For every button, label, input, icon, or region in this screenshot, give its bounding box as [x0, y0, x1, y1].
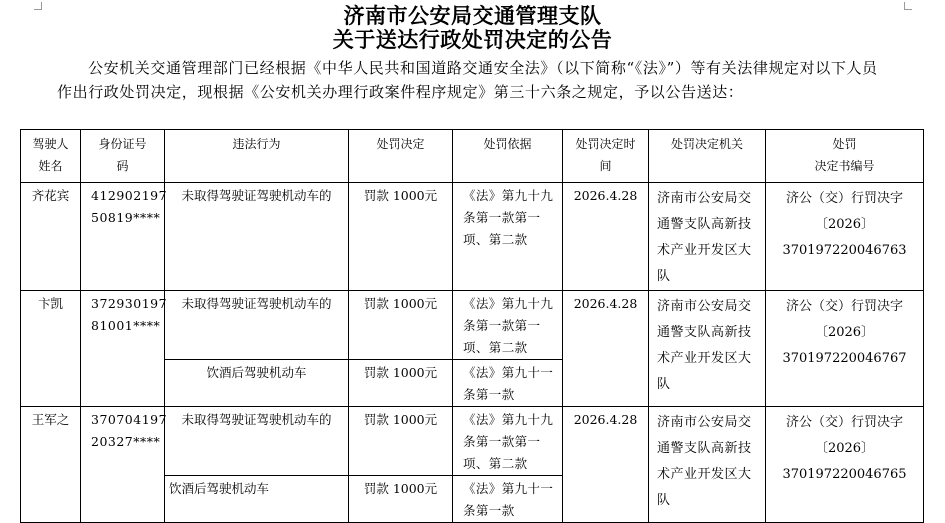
- header-driver-name: 驾驶人 姓名: [21, 130, 81, 183]
- driver-name: 卞凯: [21, 291, 81, 407]
- legal-basis: 《法》第九十一条第一款: [453, 360, 563, 407]
- table-header-row: [21, 130, 924, 183]
- penalty: 罚款 1000元: [349, 291, 453, 360]
- penalty-table: [20, 129, 924, 523]
- table-row: [21, 291, 924, 360]
- authority: 济南市公安局交通警支队高新技术产业开发区大队: [649, 183, 766, 291]
- header-authority: 处罚决定机关: [649, 130, 766, 183]
- authority: 济南市公安局交通警支队高新技术产业开发区大队: [649, 407, 766, 523]
- decision-time: 2026.4.28: [563, 291, 649, 407]
- id-number: 370704197 20327****: [81, 407, 165, 523]
- legal-basis: 《法》第九十九条第一款第一项、第二款: [453, 407, 563, 476]
- document-number: 济公（交）行罚决字 〔2026〕 370197220046767: [766, 291, 924, 407]
- id-number: 412902197 50819****: [81, 183, 165, 291]
- table-row: [21, 407, 924, 476]
- document-number: 济公（交）行罚决字 〔2026〕 370197220046763: [766, 183, 924, 291]
- table-row: [21, 183, 924, 291]
- document-number: 济公（交）行罚决字 〔2026〕 370197220046765: [766, 407, 924, 523]
- penalty: 罚款 1000元: [349, 183, 453, 291]
- penalty: 罚款 1000元: [349, 407, 453, 476]
- decision-time: 2026.4.28: [563, 183, 649, 291]
- document-title: 济南市公安局交通管理支队: [343, 3, 602, 28]
- legal-basis: 《法》第九十一条第一款: [453, 476, 563, 523]
- penalty: 罚款 1000元: [349, 476, 453, 523]
- violation: 未取得驾驶证驾驶机动车的: [165, 407, 349, 476]
- header-decision-time: 处罚决定时 间: [563, 130, 649, 183]
- legal-basis: 《法》第九十九条第一款第一项、第二款: [453, 291, 563, 360]
- header-basis: 处罚依据: [453, 130, 563, 183]
- penalty: 罚款 1000元: [349, 360, 453, 407]
- header-id-number: 身份证号 码: [81, 130, 165, 183]
- driver-name: 齐花宾: [21, 183, 81, 291]
- header-document-number: 处罚 决定书编号: [766, 130, 924, 183]
- header-decision: 处罚决定: [349, 130, 453, 183]
- header-violation: 违法行为: [165, 130, 349, 183]
- document-subtitle: 关于送达行政处罚决定的公告: [332, 27, 613, 52]
- intro-paragraph: 公安机关交通管理部门已经根据《中华人民共和国道路交通安全法》（以下简称“《法》”）等有关法律规定对以下人员作出行政处罚决定，现根据《公安机关办理行政案件程序规定》第三十六条之规定，予以公告送达：: [57, 59, 878, 101]
- violation: 饮酒后驾驶机动车: [165, 360, 349, 407]
- violation: 未取得驾驶证驾驶机动车的: [165, 291, 349, 360]
- violation: 未取得驾驶证驾驶机动车的: [165, 183, 349, 291]
- violation: 饮酒后驾驶机动车: [165, 476, 349, 523]
- authority: 济南市公安局交通警支队高新技术产业开发区大队: [649, 291, 766, 407]
- decision-time: 2026.4.28: [563, 407, 649, 523]
- legal-basis: 《法》第九十九条第一款第一项、第二款: [453, 183, 563, 291]
- id-number: 372930197 81001****: [81, 291, 165, 407]
- driver-name: 王军之: [21, 407, 81, 523]
